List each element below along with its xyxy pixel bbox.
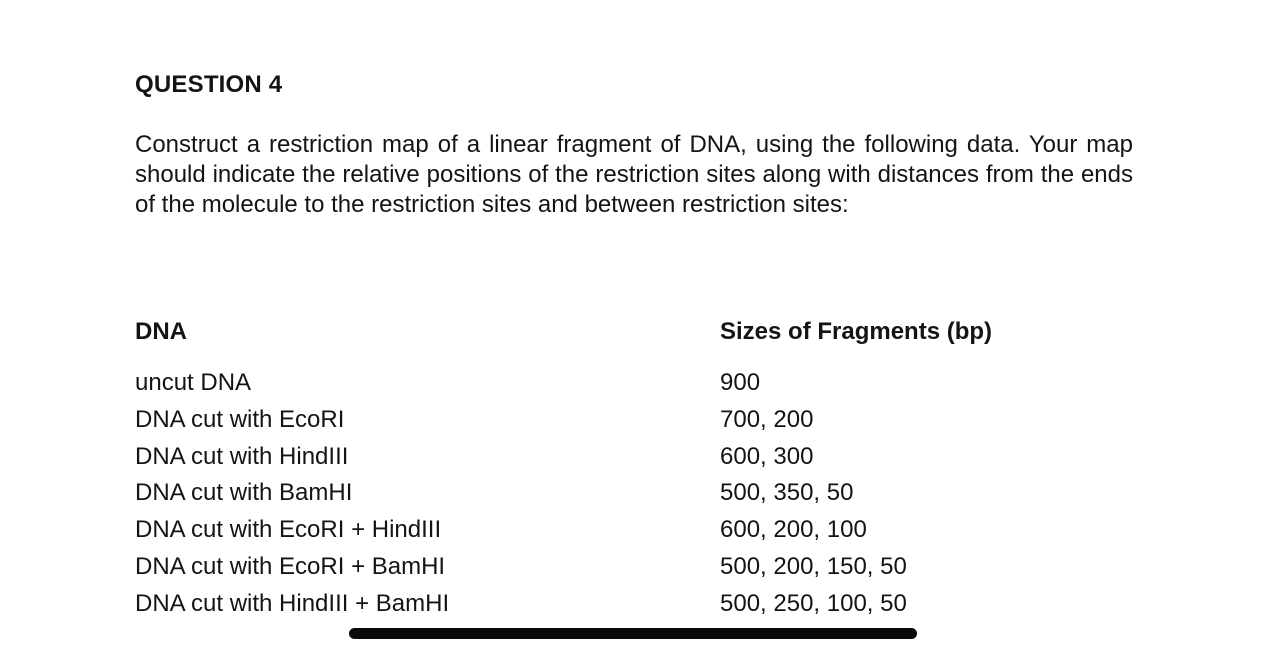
- sizes-cell: 500, 250, 100, 50: [720, 589, 907, 617]
- table-row: [0, 588, 1280, 625]
- sizes-cell: 900: [720, 369, 761, 396]
- dna-column-header: DNA: [135, 318, 187, 345]
- table-row: [0, 404, 1280, 441]
- sizes-column-header: Sizes of Fragments (bp): [720, 318, 993, 345]
- table-row: [0, 441, 1280, 478]
- table-row: [0, 477, 1280, 514]
- dna-cell: DNA cut with HindIII + BamHI: [135, 589, 450, 617]
- sizes-cell: 500, 350, 50: [720, 479, 854, 507]
- table-row: [0, 367, 1280, 404]
- fragment-table: [0, 367, 1280, 625]
- dna-cell: uncut DNA: [135, 369, 252, 396]
- dna-cell: DNA cut with EcoRI: [135, 405, 345, 433]
- home-indicator-bar[interactable]: [349, 628, 917, 639]
- question-prompt: Construct a restriction map of a linear fragment of DNA, using the following data. Your map should indicate the relative positions of the restriction sites along with distances from the ends of the molecule to the restriction sites and between restriction sites:: [135, 131, 1133, 218]
- table-row: [0, 514, 1280, 551]
- sizes-cell: 700, 200: [720, 405, 814, 433]
- dna-cell: DNA cut with EcoRI + BamHI: [135, 552, 446, 580]
- sizes-cell: 600, 300: [720, 442, 814, 470]
- dna-cell: DNA cut with BamHI: [135, 479, 353, 507]
- question-heading: QUESTION 4: [135, 71, 283, 98]
- sizes-cell: 600, 200, 100: [720, 516, 867, 544]
- table-row: [0, 551, 1280, 588]
- dna-cell: DNA cut with EcoRI + HindIII: [135, 516, 442, 544]
- sizes-cell: 500, 200, 150, 50: [720, 552, 907, 580]
- dna-cell: DNA cut with HindIII: [135, 442, 349, 470]
